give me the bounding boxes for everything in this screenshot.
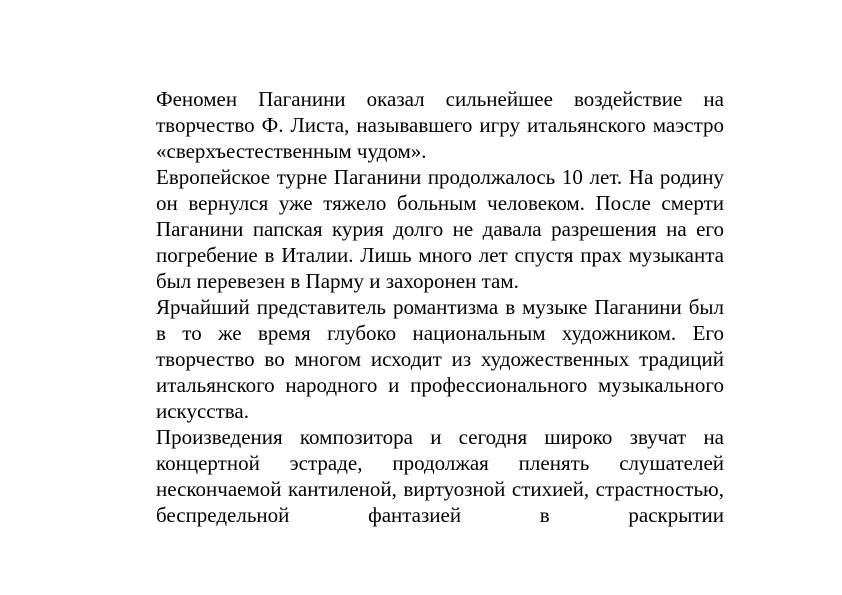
paragraph-1: Феномен Паганини оказал сильнейшее воздействие на творчество Ф. Листа, называвшего игру итальянского маэстро «сверхъестественным чудом». [156, 87, 724, 163]
paragraph-4: Произведения композитора и сегодня широко звучат на концертной эстраде, продолжая пленять слушателей нескончаемой кантиленой, виртуозной стихией, страстностью, беспредельной фантазией в раскрытии [156, 425, 724, 527]
paragraph-2: Европейское турне Паганини продолжалось 10 лет. На родину он вернулся уже тяжело больным человеком. После смерти Паганини папская курия долго не давала разрешения на его погребение в Италии. Лишь много лет спустя прах музыканта был перевезен в Парму и захоронен там. [156, 165, 724, 293]
paragraph-3: Ярчайший представитель романтизма в музыке Паганини был в то же время глубоко национальным художником. Его творчество во многом исходит из художественных традиций итальянского народного и профессионального музыкального искусства. [156, 295, 724, 423]
document-body [156, 86, 724, 528]
